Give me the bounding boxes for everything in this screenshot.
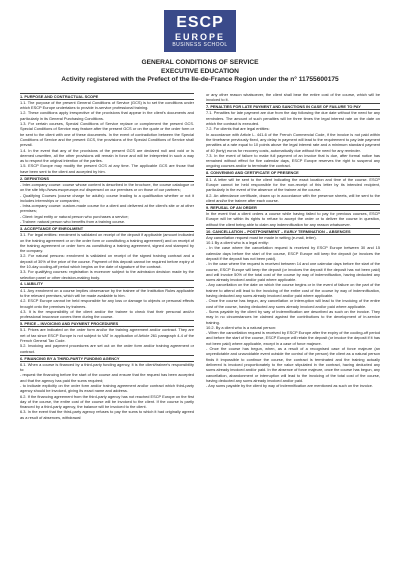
logo-line-3: BUSINESS SCHOOL <box>172 42 228 48</box>
paragraph: 8.1. A letter will be sent to the client indicating the exact location and time of the course. ESCP Europe cannot be held responsible for the non-receipt of this letter by its intended recipient, particularly in the event of the absence of the trainee at the course. <box>206 176 380 193</box>
registration-notice: Activity registered with the Prefect of the Ile-de-France Region under the n° 11755600175 <box>61 76 339 83</box>
paragraph: - request the financing before the start of the course and ensure that the request has been accepted and that the agency has paid the sums required; <box>20 372 194 383</box>
logo-line-1: ESCP <box>176 14 224 31</box>
section-heading: 2. DEFINITIONS <box>20 175 194 182</box>
paragraph: 4.2. ESCP Europe cannot be held responsible for any loss or damage to objects or personal effects brought onto the premises by trainees. <box>20 298 194 309</box>
paragraph: 1.3. For certain courses, Special Conditions of Service replace or complement the present GCS. Special Conditions of Service may feature after the present GCS or on the quote or the order form or be sent to the client with one of these documents. In the event of contradiction between the Special Conditions of Service and the present GCS, the provisions of the Special Conditions of Service shall prevail. <box>20 121 194 148</box>
paragraph: - Intra-company course: custom-made course for a client and delivered at the client's site or at other premises; <box>20 203 194 214</box>
section-heading: 7. PENALTIES FOR LATE PAYMENT AND SANCTIONS IN CASE OF FAILURE TO PAY <box>206 103 380 110</box>
section-heading: 8. CONVENING AND CERTIFICATE OF PRESENCE <box>206 169 380 176</box>
section-heading: 6. FINANCING BY A THIRD-PARTY FUNDING AGENCY <box>20 355 194 362</box>
paragraph: 1.1. The purpose of the present General Conditions of Service (GCS) is to set the conditions under which ESCP Europe undertakes to provide in-service professional training. <box>20 99 194 111</box>
paragraph: - Once the course has begun, any cancellation or interruption will lead to the invoicing of the entire cost of the course, having deducted any sums already invoiced and/or paid where applicable. <box>206 298 380 309</box>
paragraph: - to indicate explicitly on the order form and/or training agreement and/or contract which third-party agency should be invoiced, giving its exact name and address. <box>20 383 194 394</box>
document-title: GENERAL CONDITIONS OF SERVICE <box>141 59 259 66</box>
document-subtitle: EXECUTIVE EDUCATION <box>161 67 239 75</box>
paragraph: 4.3. It is the responsibility of the client and/or the trainee to check that their personal and/or professional insurance covers them during the course. <box>20 308 194 320</box>
paragraph: 7.1. Penalties for late payment are due from the day following the due date without the need for any reminders. The amount of such penalties will be three times the legal interest rate on the date on which the contract is executed. <box>206 110 380 127</box>
paragraph: 5.1. Prices are indicated on the order form and/or the training agreement and/or contract. They are net of tax since ESCP Europe is not subject to VAT in application of Article 261 paragraph 4-4 of the French General Tax Code. <box>20 327 194 344</box>
section-heading: 10. CANCELLATION – POSTPONEMENT – EARLY TERMINATION – ABSENCES <box>206 228 380 235</box>
escp-europe-logo <box>164 10 236 52</box>
paragraph: - Client: legal entity or natural person who purchases a service; <box>20 213 129 219</box>
paragraph: or any other reason whatsoever, the client shall bear the entire cost of the course, which will be invoiced to it. <box>206 92 380 103</box>
paragraph: - When the cancellation request is received by ESCP Europe after the expiry of the cooling-off period and before the start of the course, ESCP Europe will retain the deposit (or invoice the deposit if it has not been paid) where applicable, except in a case of force majeure. <box>206 330 380 346</box>
paragraph: - Qualifying Courses (course charge for adults): course leading to a qualification whether or not it includes internships or companies; <box>20 192 194 203</box>
paragraph: Any cancellation request must be made in writing (e-mail, letter). <box>206 234 317 240</box>
right-column <box>206 92 380 562</box>
paragraph: 10.1 By a client who is a legal entity: <box>206 240 269 246</box>
text-columns <box>20 92 380 562</box>
paragraph: 1.5. ESCP Europe may modify the present GCS at any time. The applicable GCS are those that have been sent to the client and accepted by him. <box>20 163 194 174</box>
paragraph: 3.3. For qualifying courses: registration is moreover subject to the admission decision made by the selection panel or other decision-making body. <box>20 269 194 280</box>
section-heading: 4. LIABILITY <box>20 280 194 287</box>
paragraph: - Any cancellation on the date on which the course begins or in the event of failure on the part of the trainee to attend will lead to the invoicing of the entire cost of the course by way of indemnification, having deducted any sums already invoiced and/or paid where applicable. <box>206 282 380 299</box>
paragraph: 3.2. For natural persons: enrolment is validated on receipt of the signed training contract and a deposit of 30% of the price of the course. Payment of this deposit cannot be required before expiry of the 10-day cooling-off period which begins on the date of signature of the contract. <box>20 253 194 269</box>
section-heading: 3. ACCEPTANCE OF ENROLMENT <box>20 225 194 232</box>
section-heading: 1. PURPOSE AND CONTRACTUAL SCOPE <box>20 93 194 100</box>
paragraph: In accordance with Article L. 441-6 of the French Commercial Code, if the invoice is not paid within the timeframe previously fixed, any delay in payment will lead to the requirement to pay late payment penalties at a rate equal to 10 points above the legal interest rate and a minimum standard payment of 40 (forty) euros for recovery costs, automatically due without the need for any reminder. <box>206 131 380 153</box>
paragraph: 5.2. Invoicing and payment procedures are set out on the order form and/or training agreement or contract. <box>20 343 194 354</box>
document-heading <box>0 59 400 85</box>
paragraph: In the event that a client orders a course while having failed to pay for previous courses, ESCP Europe will be within its rights to refuse to accept the order or to deliver the course in question, without the client being able to claim any indemnification for any reason whatsoever. <box>206 211 380 227</box>
paragraph: 8.2. An attendance certificate, drawn up in accordance with the presence sheets, will be sent to the client and/or the trainee after each course. <box>206 192 380 203</box>
section-heading: 5. PRICE – INVOICING AND PAYMENT PROCEDURES <box>20 320 194 327</box>
paragraph: 6.1. When a course is financed by a third-party funding agency, it is the client/trainee's responsibility to: <box>20 361 194 373</box>
paragraph: - In the case where the cancellation request is received by ESCP Europe between 30 and 15 calendar days before the start of the course, ESCP Europe will keep the deposit (or invoices the deposit if the deposit has not been paid). <box>206 245 380 261</box>
paragraph: - Any sums payable by the client by way of indemnification are mentioned as such on the invoice. <box>206 383 373 389</box>
paragraph: 7.2. For clients that are legal entities: <box>206 126 270 132</box>
paragraph: - Once the course has begun, when, as a result of a recognised case of force majeure (an unpredictable and unavoidable event outside the control of the person) the client as a natural person finds it impossible to continue the course, the contract is terminated and the training actually delivered is invoiced proportionately to the value stipulated in the contract, having deducted any sums already invoiced and/or paid. In the absence of force majeure, once the course has begun, any cancellation, abandonment or interruption will lead to the invoicing of the total cost of the course, having deducted any sums already invoiced and/or paid. <box>206 346 380 383</box>
paragraph: - Trainee: natural person who benefits from a training course. <box>20 219 126 225</box>
paragraph: - Inter-company course: course whose content is described in the brochure, the course catalogue or on the site http://www.escpeurope.eu/ dispensed on our premises or on those of our partners; <box>20 181 194 193</box>
paragraph: 4.1. Any enrolment on a course implies observance by the trainee of the Institution Rules applicable to the relevant premises, which will be made available to him. <box>20 287 194 299</box>
paragraph: 10.2. By a client who is a natural person: <box>206 324 277 330</box>
paragraph: 7.3. In the event of failure to make full payment of an invoice that is due, after formal notice has remained without effect for five calendar days, ESCP Europe reserves the right to suspend any ongoing courses and/or to terminate the contract. <box>206 152 380 169</box>
paragraph: 1.2. These conditions apply irrespective of the provisions that appear in the client's documents and particularly in its General Purchasing Conditions. <box>20 110 194 121</box>
paragraph: 6.2. If the financing agreement from the third-party agency has not reached ESCP Europe on the first day of the course, the entire cost of the course will be invoiced to the client. If the course is partly financed by a third-party agency, the balance will be invoiced to the client. <box>20 393 194 410</box>
logo-line-2: EUROPE <box>174 32 225 42</box>
paragraph: 1.4. In the event that any of the provisions of the present GCS are declared null and void or is deemed unwritten, all the other provisions will remain in force and will be interpreted in such a way as to respect the original intention of the parties. <box>20 147 194 164</box>
section-heading: 9. REFUSAL OF AN ORDER <box>206 204 380 211</box>
paragraph: 3.1. For legal entities: enrolment is validated on receipt of the deposit if applicable (amount indicated on the training agreement or on the order form or constituting a training agreement) and on receipt of the training agreement or order form as constituting a training agreement, signed and stamped by the company. <box>20 232 194 254</box>
paragraph: 6.3. In the event that the third-party agency refuses to pay the sums to which it had originally agreed as a result of absences, withdrawal <box>20 409 194 420</box>
left-column <box>20 92 194 562</box>
paragraph: - Sums payable by the client by way of indemnification are described as such on the invoice. They may in no circumstances be claimed against the contributions to the development of in-service training. <box>206 308 380 325</box>
paragraph: - In the case where the request is received between 14 and one calendar days before the start of the course, ESCP Europe will keep the deposit (or invoices the deposit if the deposit has not been paid) and will invoice 50% of the total cost of the course by way of indemnification, having deducted any sums already invoiced and/or paid where applicable. <box>206 261 380 283</box>
